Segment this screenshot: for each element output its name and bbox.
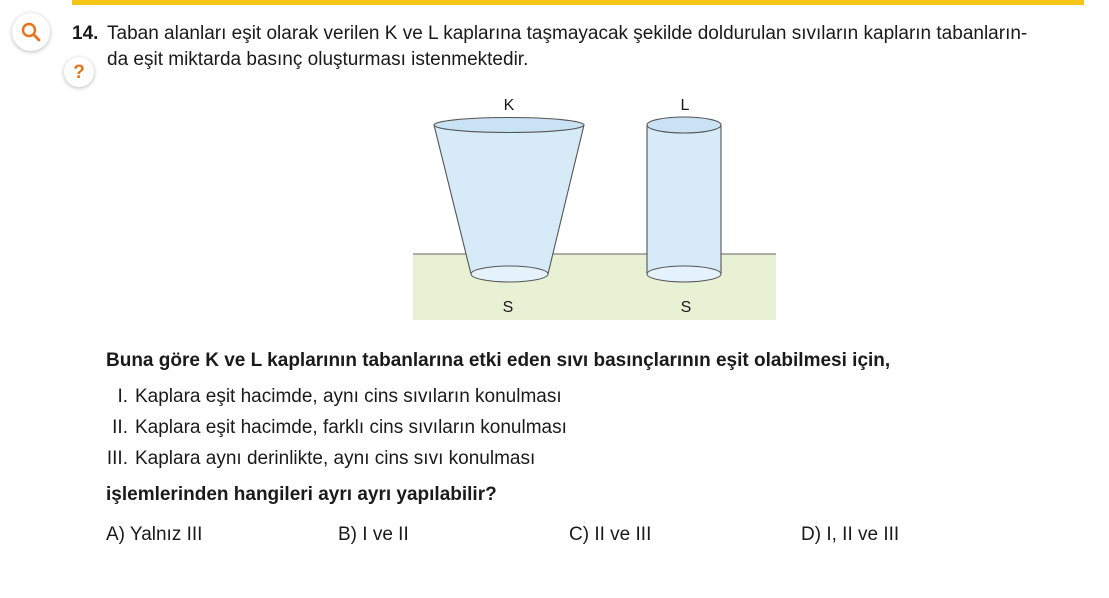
option-b[interactable]: B) I ve II: [338, 524, 409, 545]
question-number: 14.: [72, 23, 99, 44]
statement-text: Kaplara eşit hacimde, farklı cins sıvıların konulması: [135, 417, 567, 438]
search-button[interactable]: [12, 13, 50, 51]
question-prompt: Buna göre K ve L kaplarının tabanlarına etki eden sıvı basınçlarının eşit olabilmesi için,: [106, 350, 891, 371]
help-button[interactable]: [64, 57, 94, 87]
question-mark-icon: ?: [73, 61, 85, 83]
question-closing: işlemlerinden hangileri ayrı ayrı yapılabilir?: [106, 484, 497, 505]
search-icon: [20, 21, 42, 43]
statement-text: Kaplara aynı derinlikte, aynı cins sıvı konulması: [135, 448, 536, 469]
option-c[interactable]: C) II ve III: [569, 524, 652, 545]
question-text-line-2: da eşit miktarda basınç oluşturması istenmektedir.: [107, 49, 529, 70]
container-l-label: L: [680, 97, 690, 114]
statement-text: Kaplara eşit hacimde, aynı cins sıvıların konulması: [135, 386, 562, 407]
container-k-label: K: [503, 97, 515, 114]
container-l: [647, 117, 721, 282]
question-text-line-1: Taban alanları eşit olarak verilen K ve L kaplarına taşmayacak şekilde doldurulan sıvıların kapların tabanların-: [107, 23, 1028, 44]
base-k-label: S: [502, 299, 514, 316]
top-accent-bar: [72, 0, 1084, 5]
containers-figure: [410, 92, 780, 324]
statement-numeral: II.: [112, 417, 128, 438]
base-l-label: S: [680, 299, 692, 316]
statement-numeral: I.: [117, 386, 128, 407]
option-d[interactable]: D) I, II ve III: [801, 524, 900, 545]
option-a[interactable]: A) Yalnız III: [106, 524, 203, 545]
statement-numeral: III.: [106, 448, 128, 469]
